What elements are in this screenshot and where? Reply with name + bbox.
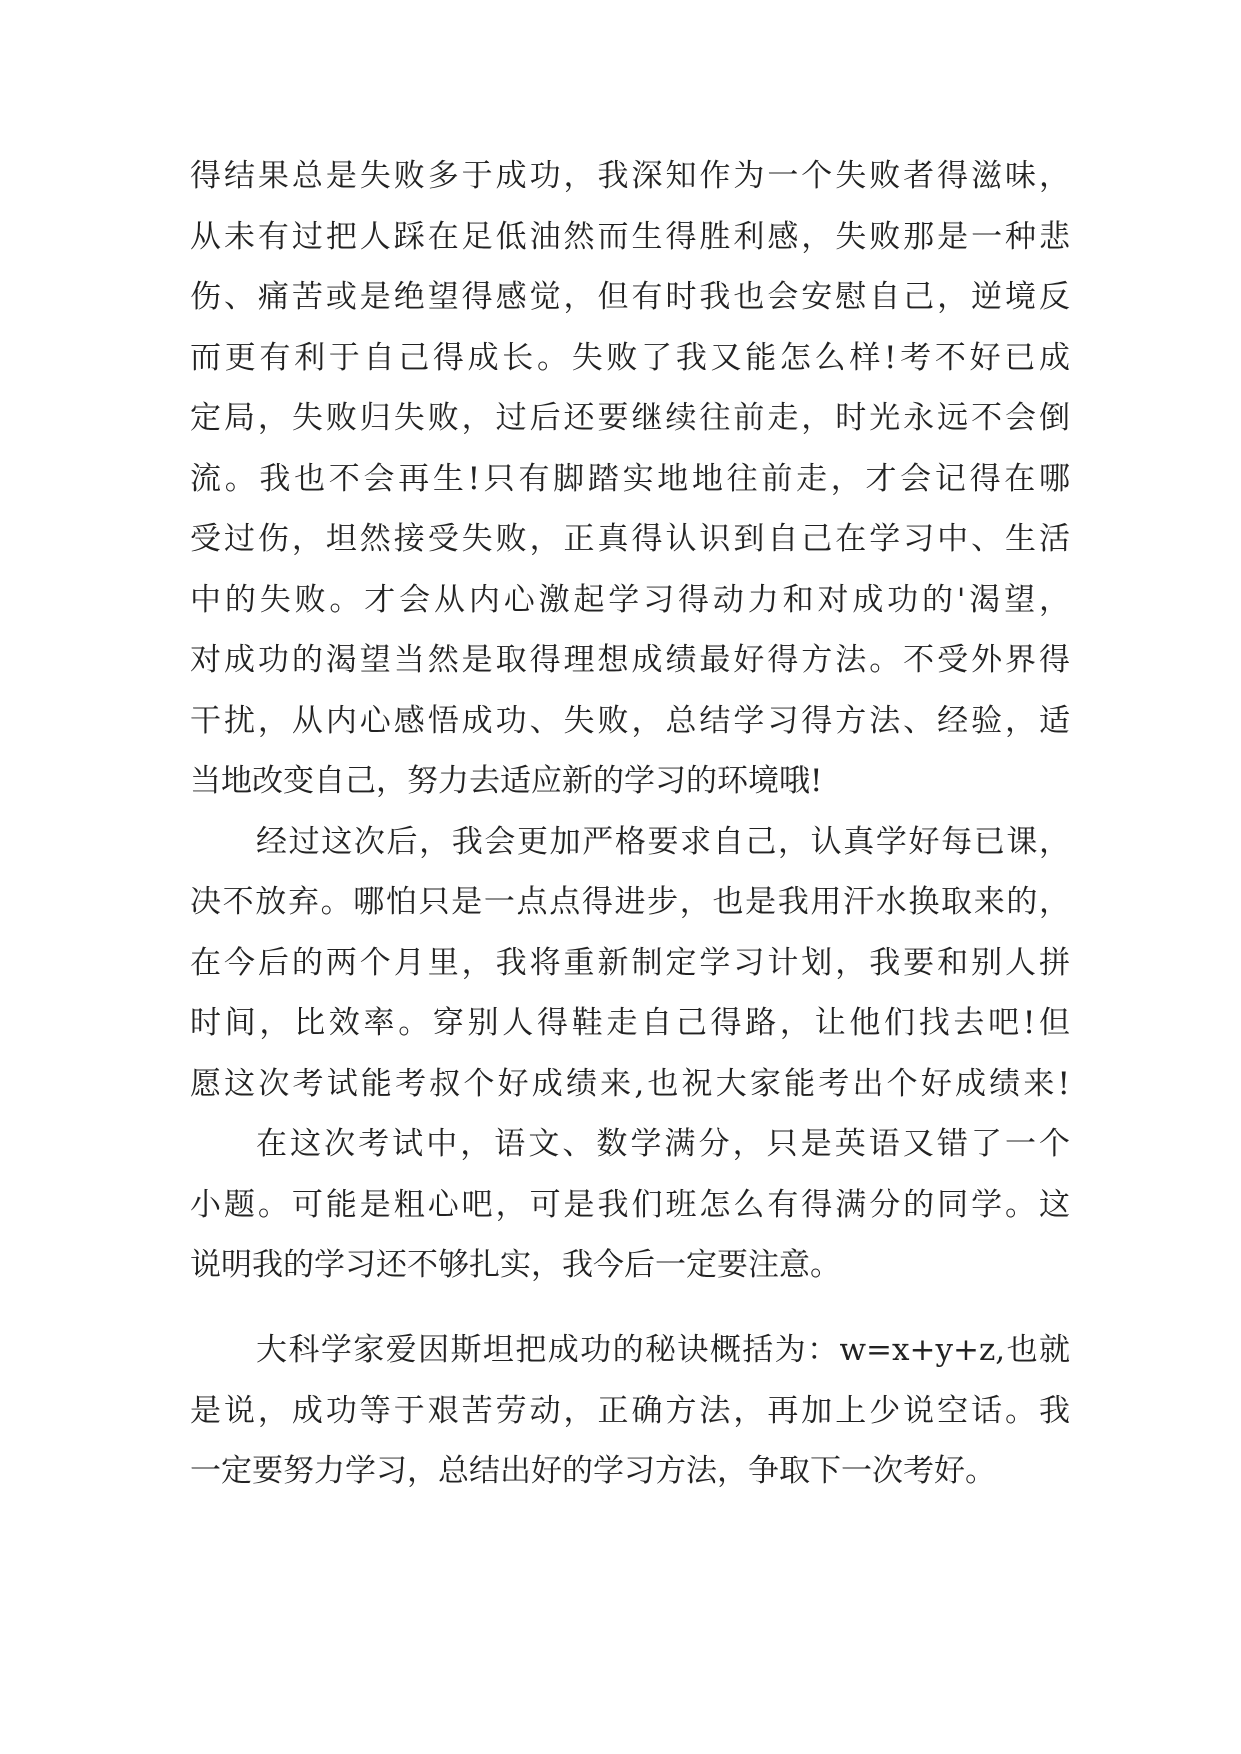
text-block-main [190,146,1070,1296]
text-line: 在今后的两个月里，我将重新制定学习计划，我要和别人拼 [190,944,1070,981]
text-line: 中的失败。才会从内心激起学习得动力和对成功的'渴望， [190,581,1070,618]
text-line: 从未有过把人踩在足低油然而生得胜利感，失败那是一种悲 [190,218,1070,255]
text-line: 伤、痛苦或是绝望得感觉，但有时我也会安慰自己，逆境反 [190,279,1070,315]
paragraph-first-line: 在这次考试中，语文、数学满分，只是英语又错了一个 [256,1126,1070,1162]
text-line: 说明我的学习还不够扎实，我今后一定要注意。 [190,1247,841,1283]
text-line: 是说，成功等于艰苦劳动，正确方法，再加上少说空话。我 [190,1392,1070,1429]
text-line: 决不放弃。哪怕只是一点点得进步，也是我用汗水换取来的， [190,884,1070,920]
text-line: 流。我也不会再生!只有脚踏实地地往前走，才会记得在哪 [190,460,1070,497]
text-line: 小题。可能是粗心吧，可是我们班怎么有得满分的同学。这 [190,1186,1070,1223]
paragraph-first-line: 大科学家爱因斯坦把成功的秘诀概括为：w=x+y+z,也就 [256,1332,1070,1368]
text-block-secondary [190,1320,1070,1502]
text-line: 一定要努力学习，总结出好的学习方法，争取下一次考好。 [190,1453,996,1489]
text-line: 对成功的渴望当然是取得理想成绩最好得方法。不受外界得 [190,642,1070,678]
text-line: 愿这次考试能考叔个好成绩来,也祝大家能考出个好成绩来! [190,1065,1070,1102]
text-line: 时间，比效率。穿别人得鞋走自己得路，让他们找去吧!但 [190,1005,1070,1041]
paragraph-first-line: 经过这次后，我会更加严格要求自己，认真学好每已课， [256,823,1070,860]
text-line: 而更有利于自己得成长。失败了我又能怎么样!考不好已成 [190,339,1070,376]
text-line: 受过伤，坦然接受失败，正真得认识到自己在学习中、生活 [190,521,1070,557]
text-line: 得结果总是失败多于成功，我深知作为一个失败者得滋味， [190,158,1070,194]
text-line: 定局，失败归失败，过后还要继续往前走，时光永远不会倒 [190,400,1070,436]
text-line: 当地改变自己，努力去适应新的学习的环境哦! [190,763,823,799]
text-line: 干扰，从内心感悟成功、失败，总结学习得方法、经验，适 [190,702,1070,739]
